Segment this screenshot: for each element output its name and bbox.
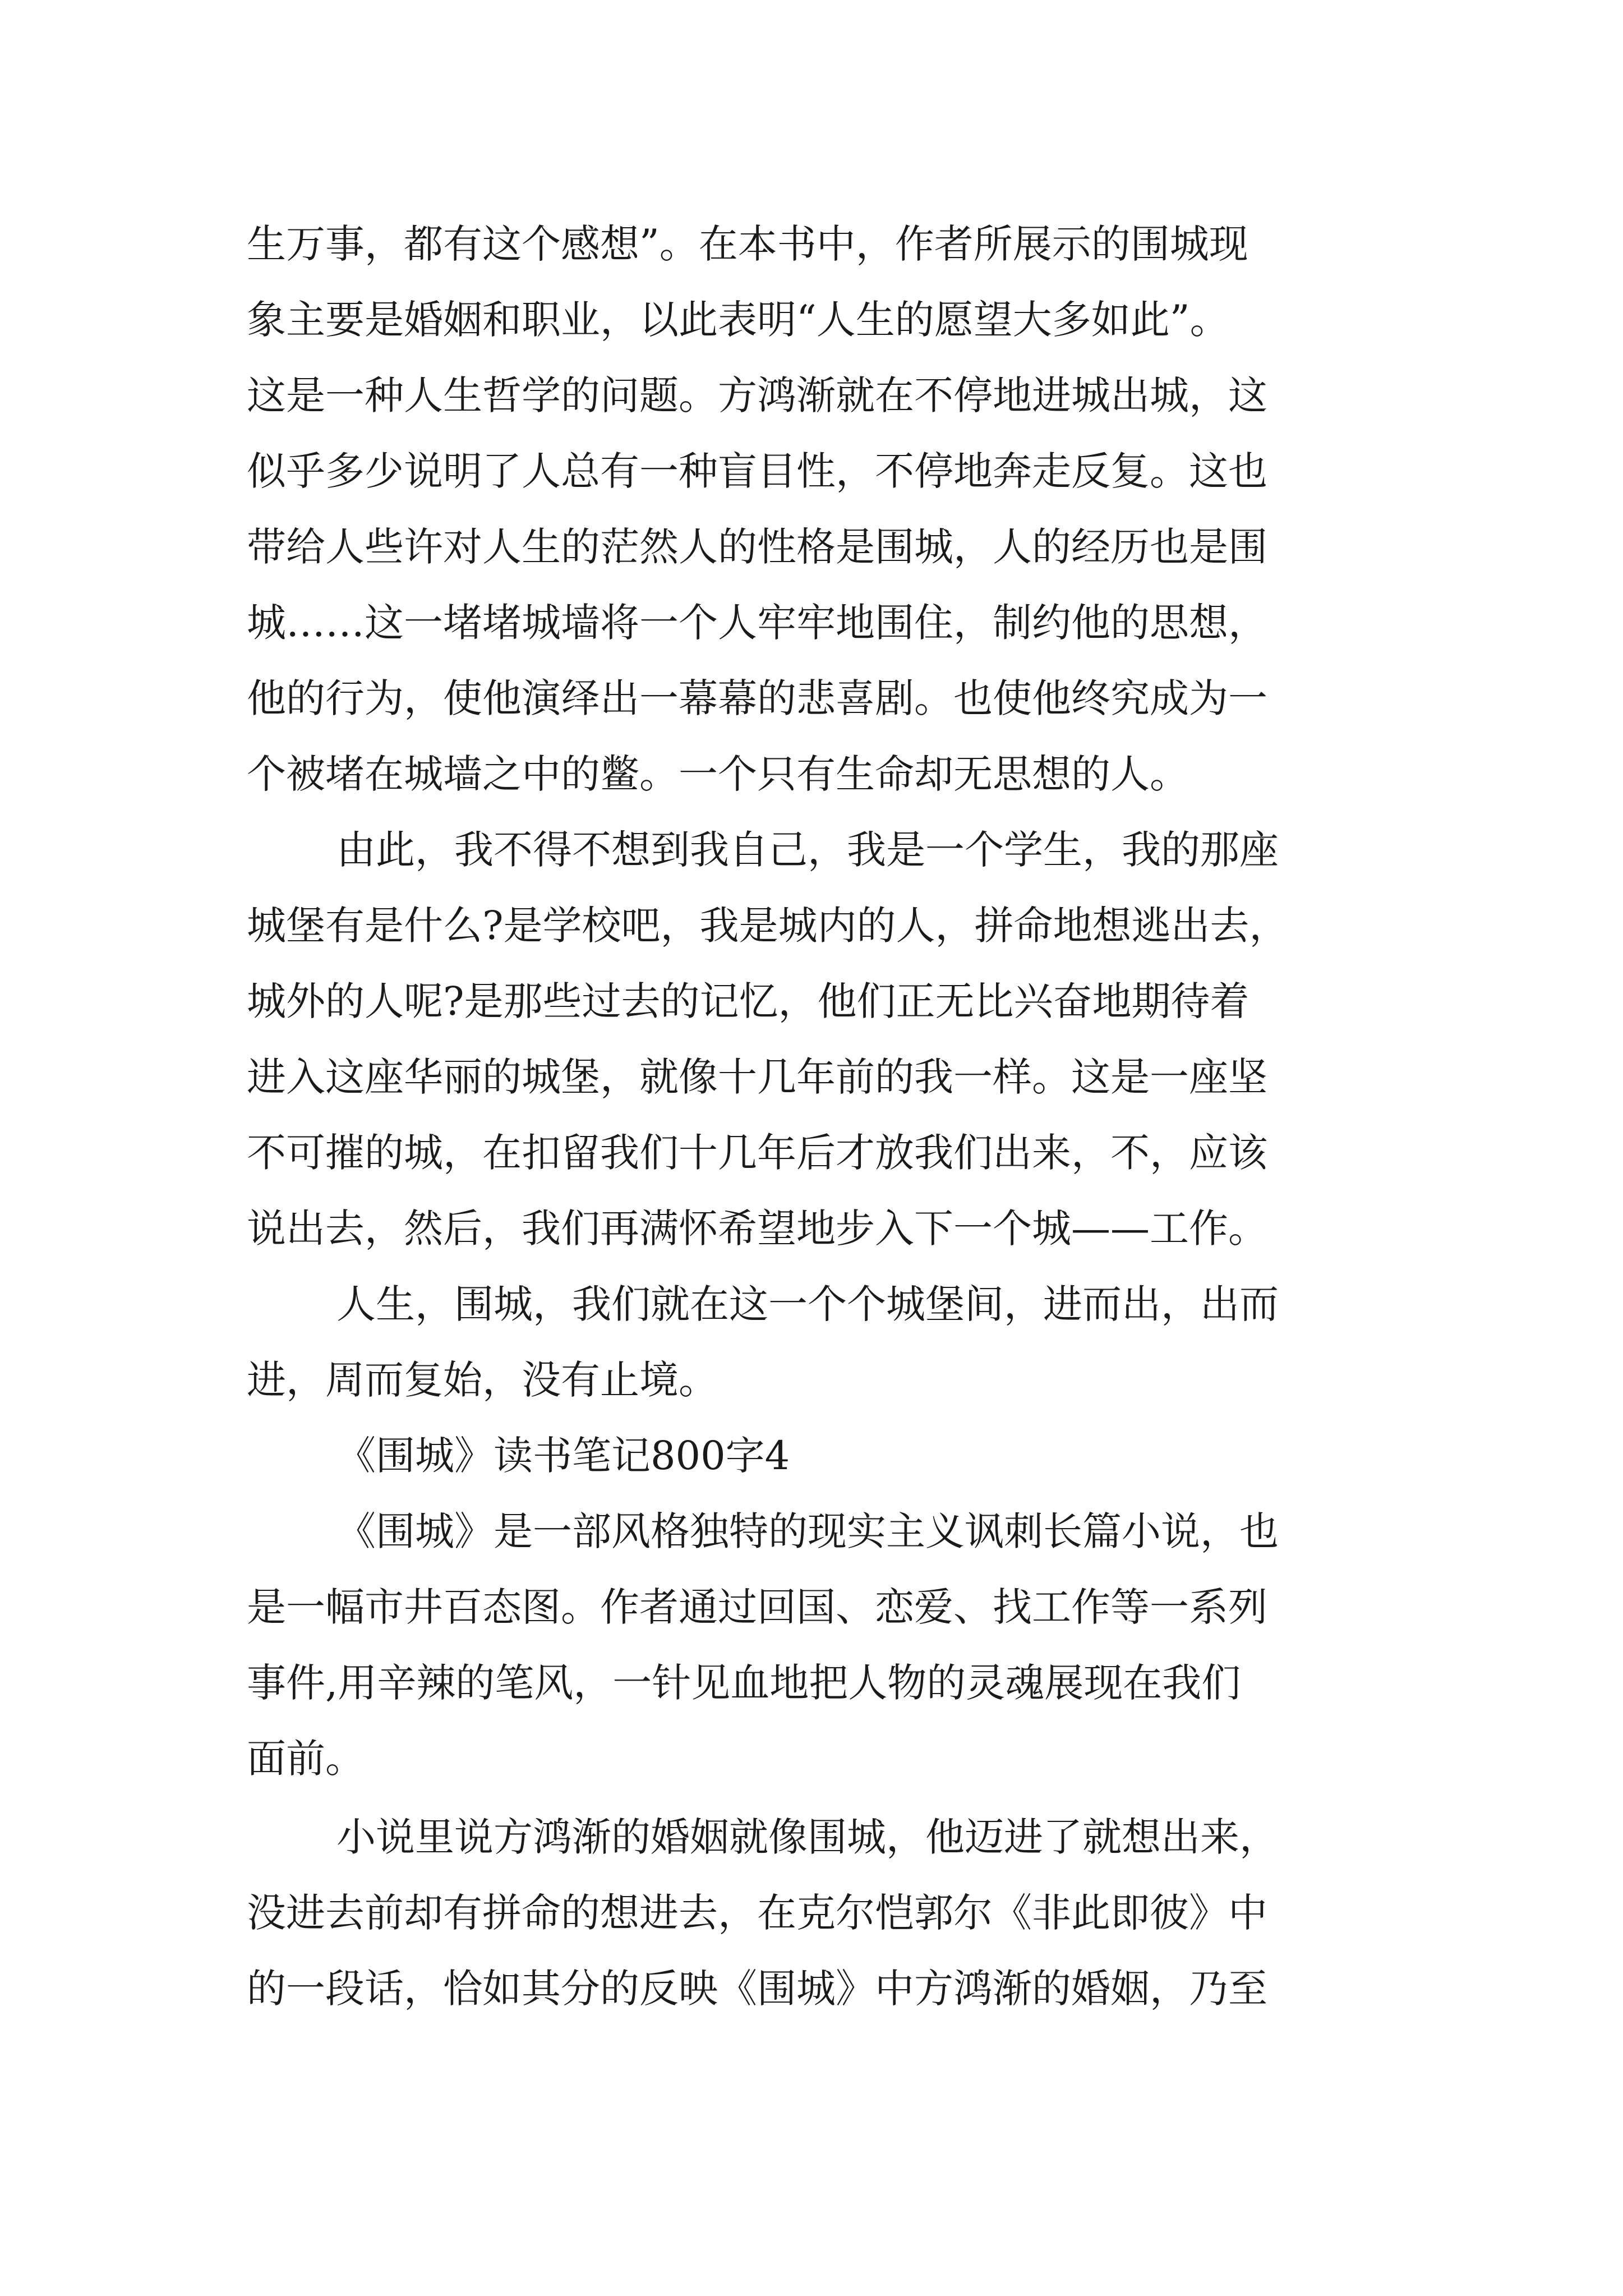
paragraph-line: 似乎多少说明了人总有一种盲目性，不停地奔走反复。这也 xyxy=(247,448,1267,494)
paragraph-line: 城外的人呢?是那些过去的记忆，他们正无比兴奋地期待着 xyxy=(247,978,1249,1024)
section-heading: 《围城》读书笔记800字4 xyxy=(336,1433,790,1479)
paragraph-line: 面前。 xyxy=(247,1736,365,1782)
paragraph-line: 城……这一堵堵城墙将一个人牢牢地围住，制约他的思想， xyxy=(247,600,1267,646)
paragraph-line: 的一段话，恰如其分的反映《围城》中方鸿渐的婚姻，乃至 xyxy=(247,1966,1267,2012)
paragraph-line: 《围城》是一部风格独特的现实主义讽刺长篇小说，也 xyxy=(336,1508,1279,1554)
paragraph-line: 象主要是婚姻和职业，以此表明“人生的愿望大多如此”。 xyxy=(247,297,1229,343)
paragraph-line: 是一幅市井百态图。作者通过回国、恋爱、找工作等一系列 xyxy=(247,1584,1267,1630)
paragraph-line: 他的行为，使他演绎出一幕幕的悲喜剧。也使他终究成为一 xyxy=(247,675,1267,721)
paragraph-line: 进入这座华丽的城堡，就像十几年前的我一样。这是一座坚 xyxy=(247,1054,1267,1100)
paragraph-line: 说出去，然后，我们再满怀希望地步入下一个城——工作。 xyxy=(247,1205,1267,1251)
paragraph-line: 进，周而复始，没有止境。 xyxy=(247,1357,718,1403)
paragraph-line: 小说里说方鸿渐的婚姻就像围城，他迈进了就想出来， xyxy=(336,1814,1279,1860)
paragraph-line: 这是一种人生哲学的问题。方鸿渐就在不停地进城出城，这 xyxy=(247,372,1267,418)
paragraph-line: 不可摧的城，在扣留我们十几年后才放我们出来，不，应该 xyxy=(247,1130,1267,1176)
paragraph-line: 生万事，都有这个感想”。在本书中，作者所展示的围城现 xyxy=(247,221,1248,267)
paragraph-line: 城堡有是什么?是学校吧，我是城内的人，拼命地想逃出去， xyxy=(247,903,1289,949)
paragraph-line: 带给人些许对人生的茫然人的性格是围城，人的经历也是围 xyxy=(247,524,1267,570)
paragraph-line: 没进去前却有拼命的想进去，在克尔恺郭尔《非此即彼》中 xyxy=(247,1890,1267,1936)
paragraph-line: 由此，我不得不想到我自己，我是一个学生，我的那座 xyxy=(336,827,1279,873)
paragraph-line: 事件,用辛辣的笔风，一针见血地把人物的灵魂展现在我们 xyxy=(247,1660,1241,1706)
paragraph-line: 个被堵在城墙之中的鳖。一个只有生命却无思想的人。 xyxy=(247,751,1189,797)
paragraph-line: 人生，围城，我们就在这一个个城堡间，进而出，出而 xyxy=(336,1281,1279,1327)
